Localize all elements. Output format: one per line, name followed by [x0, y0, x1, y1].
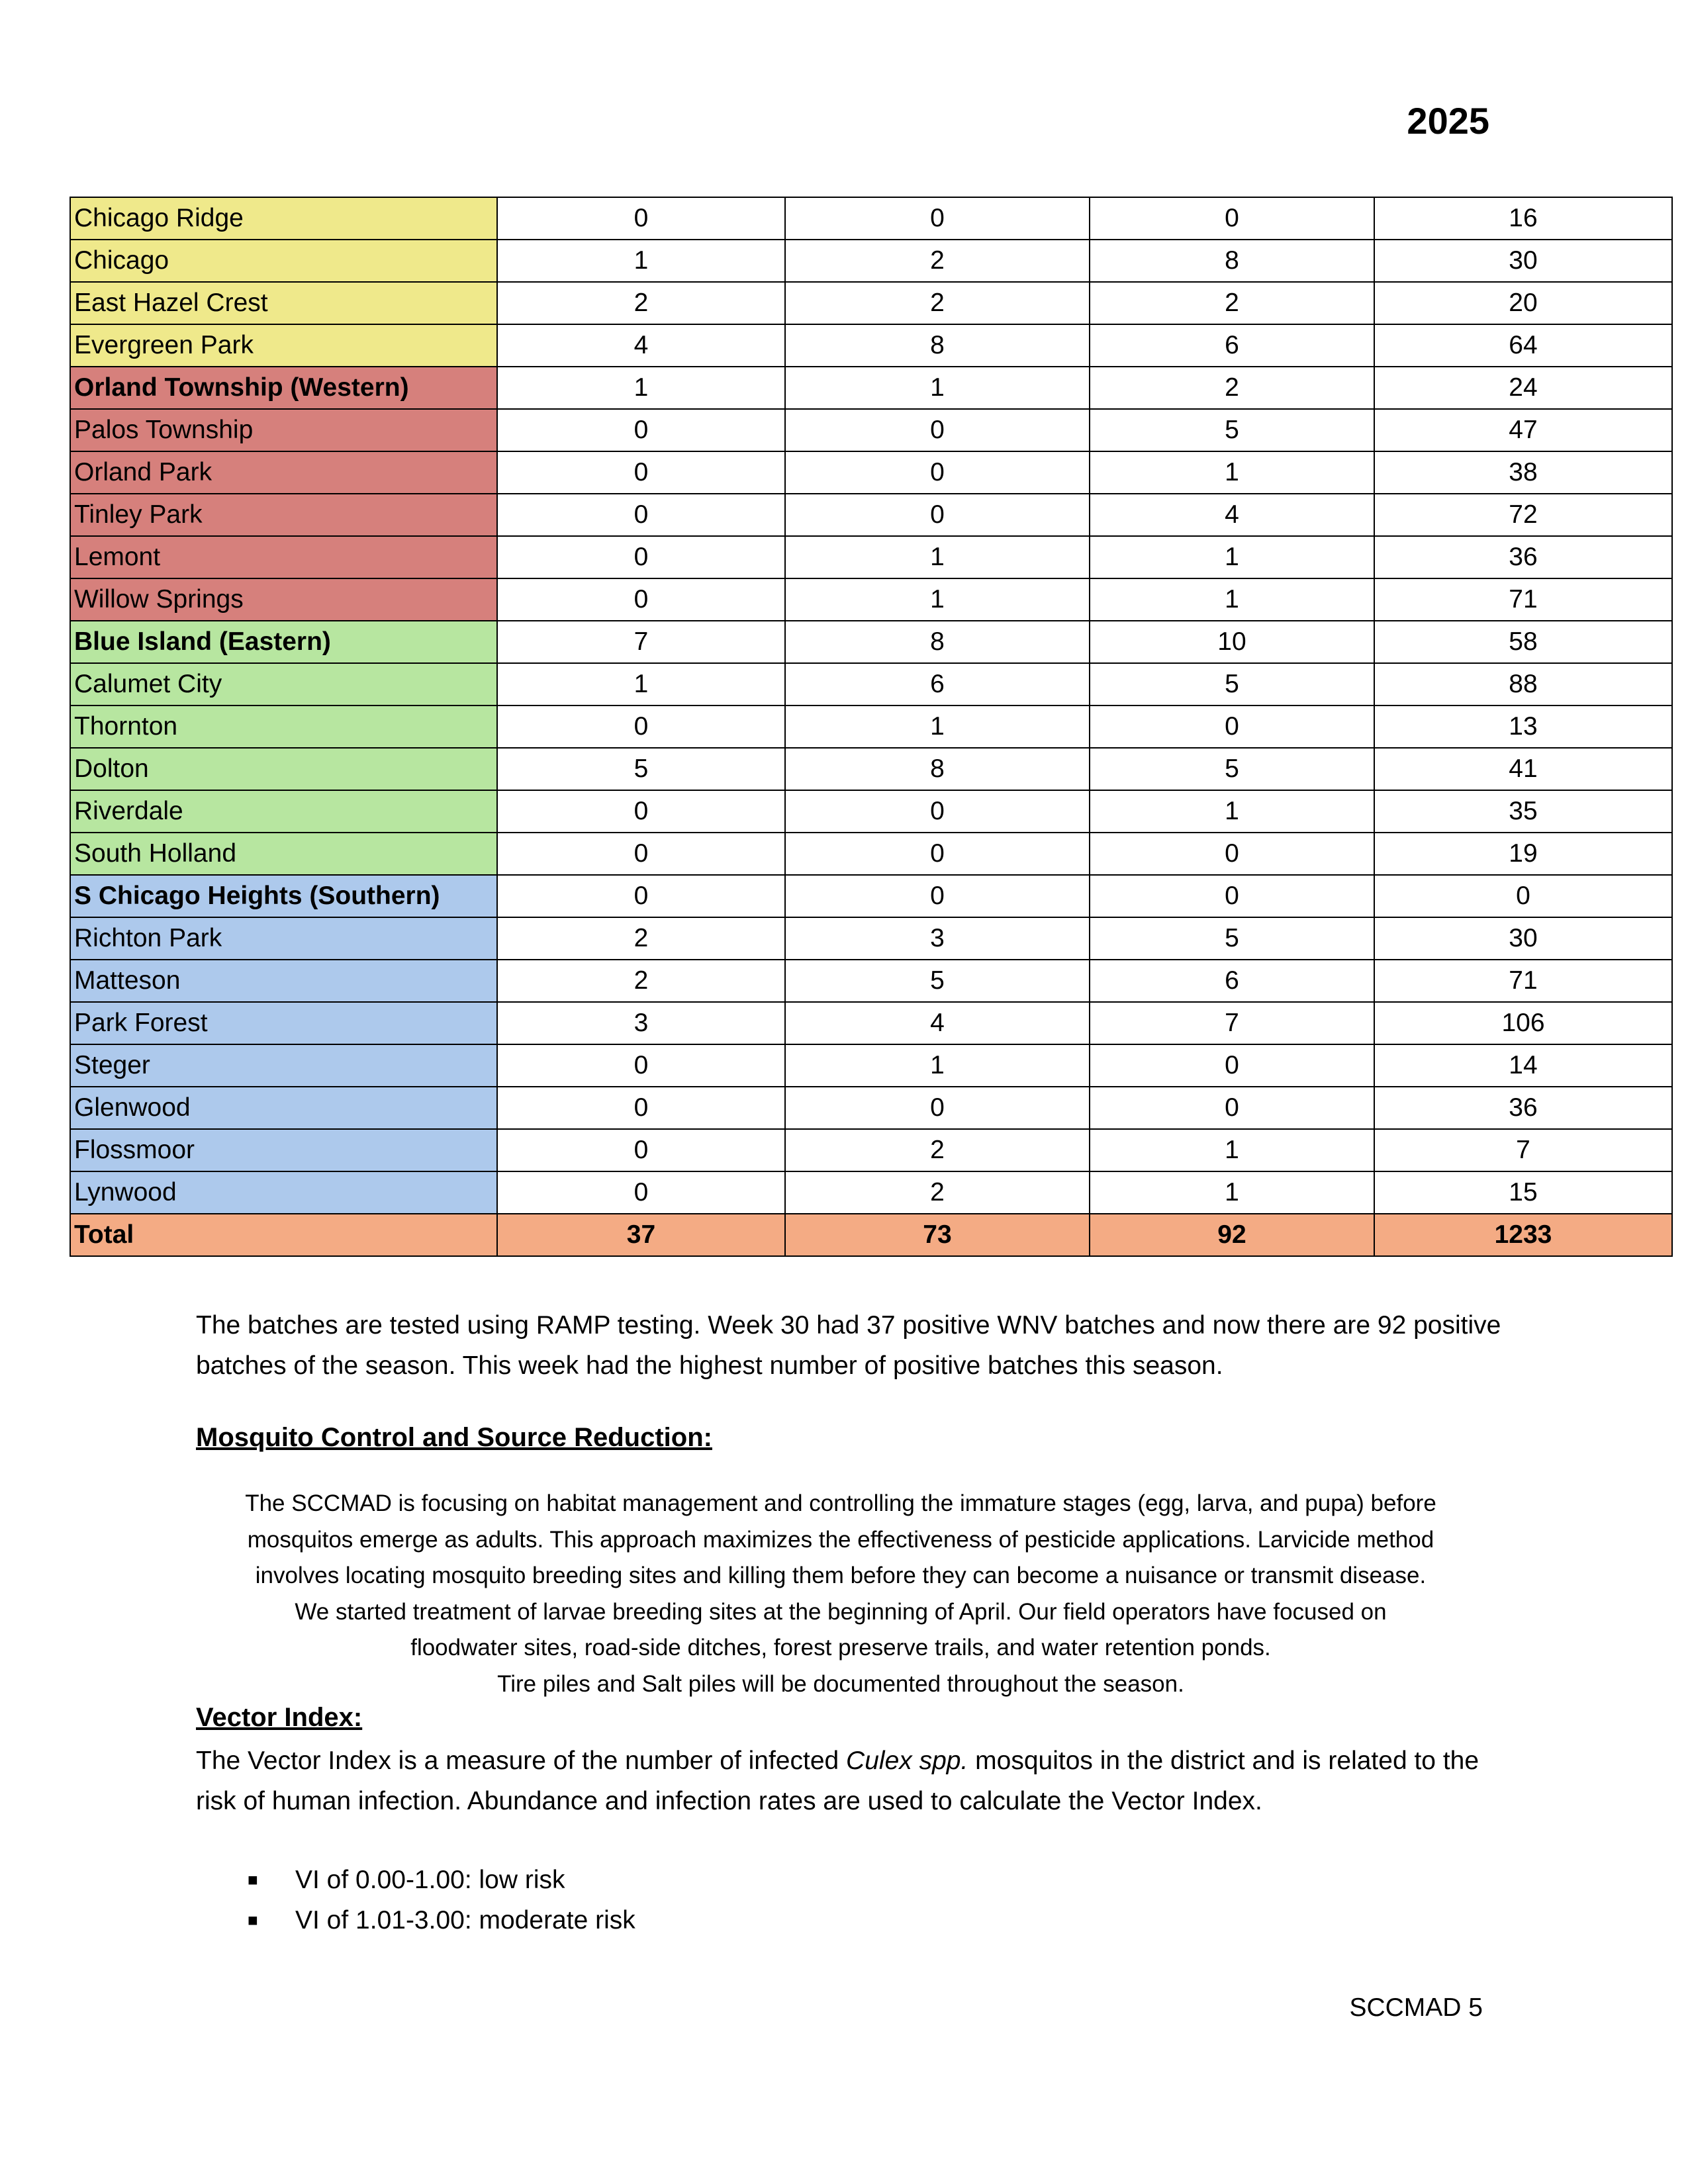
row-name-cell: Flossmoor — [70, 1129, 497, 1171]
value-cell: 0 — [497, 875, 785, 917]
table-row — [70, 578, 1672, 621]
row-name-cell: Tinley Park — [70, 494, 497, 536]
value-cell: 0 — [1090, 875, 1374, 917]
value-cell: 1 — [785, 367, 1090, 409]
value-cell: 7 — [497, 621, 785, 663]
value-cell: 0 — [785, 833, 1090, 875]
row-name-cell: Matteson — [70, 960, 497, 1002]
value-cell: 1 — [497, 663, 785, 705]
table-row — [70, 621, 1672, 663]
batches-paragraph: The batches are tested using RAMP testing. Week 30 had 37 positive WNV batches and now there are 92 positive batches of the season. This week had the highest number of positive batches this season. — [196, 1311, 1501, 1380]
row-name-cell: Calumet City — [70, 663, 497, 705]
value-cell: 6 — [785, 663, 1090, 705]
value-cell: 38 — [1374, 451, 1672, 494]
value-cell: 0 — [785, 494, 1090, 536]
value-cell: 0 — [497, 409, 785, 451]
total-row — [70, 1214, 1672, 1256]
value-cell: 58 — [1374, 621, 1672, 663]
value-cell: 71 — [1374, 960, 1672, 1002]
value-cell: 16 — [1374, 197, 1672, 240]
value-cell: 1 — [1090, 790, 1374, 833]
value-cell: 8 — [785, 748, 1090, 790]
value-cell: 0 — [1090, 1087, 1374, 1129]
table-row — [70, 1171, 1672, 1214]
value-cell: 35 — [1374, 790, 1672, 833]
value-cell: 0 — [497, 536, 785, 578]
value-cell: 3 — [785, 917, 1090, 960]
list-item-text: VI of 1.01-3.00: moderate risk — [295, 1906, 635, 1934]
row-name-cell: Thornton — [70, 705, 497, 748]
value-cell: 14 — [1374, 1044, 1672, 1087]
value-cell: 2 — [497, 282, 785, 324]
control-line: floodwater sites, road-side ditches, forest preserve trails, and water retention ponds. — [410, 1635, 1271, 1661]
value-cell: 20 — [1374, 282, 1672, 324]
value-cell: 5 — [497, 748, 785, 790]
value-cell: 41 — [1374, 748, 1672, 790]
value-cell: 3 — [497, 1002, 785, 1044]
value-cell: 0 — [785, 875, 1090, 917]
value-cell: 0 — [497, 451, 785, 494]
table-row — [70, 790, 1672, 833]
value-cell: 10 — [1090, 621, 1374, 663]
value-cell: 0 — [785, 790, 1090, 833]
value-cell: 5 — [1090, 748, 1374, 790]
row-name-cell: Chicago Ridge — [70, 197, 497, 240]
value-cell: 6 — [1090, 324, 1374, 367]
control-line: mosquitos emerge as adults. This approach maximizes the effectiveness of pesticide applications. Larvicide method — [247, 1526, 1434, 1553]
row-name-cell: Richton Park — [70, 917, 497, 960]
value-cell: 0 — [1374, 875, 1672, 917]
table-row — [70, 282, 1672, 324]
control-line: involves locating mosquito breeding sites and killing them before they can become a nuisance or transmit disease. — [255, 1563, 1427, 1588]
square-bullet-icon: ■ — [248, 1910, 258, 1930]
value-cell: 24 — [1374, 367, 1672, 409]
total-label-cell: Total — [70, 1214, 497, 1256]
value-cell: 0 — [497, 1044, 785, 1087]
report-year: 2025 — [1407, 100, 1489, 142]
row-name-cell: Lemont — [70, 536, 497, 578]
value-cell: 8 — [785, 324, 1090, 367]
list-item — [196, 1860, 635, 1900]
value-cell: 0 — [785, 451, 1090, 494]
value-cell: 0 — [497, 1087, 785, 1129]
table-row — [70, 367, 1672, 409]
vector-index-heading: Vector Index: — [196, 1703, 363, 1732]
vector-index-paragraph — [196, 1741, 1513, 1821]
value-cell: 8 — [1090, 240, 1374, 282]
value-cell: 30 — [1374, 240, 1672, 282]
table-row — [70, 409, 1672, 451]
value-cell: 2 — [785, 240, 1090, 282]
value-cell: 1 — [1090, 1129, 1374, 1171]
value-cell: 1 — [1090, 536, 1374, 578]
value-cell: 72 — [1374, 494, 1672, 536]
value-cell: 88 — [1374, 663, 1672, 705]
value-cell: 1 — [785, 536, 1090, 578]
value-cell: 71 — [1374, 578, 1672, 621]
value-cell: 5 — [1090, 409, 1374, 451]
value-cell: 2 — [785, 1129, 1090, 1171]
value-cell: 0 — [497, 1171, 785, 1214]
value-cell: 0 — [1090, 1044, 1374, 1087]
value-cell: 36 — [1374, 1087, 1672, 1129]
value-cell: 1 — [1090, 451, 1374, 494]
row-name-cell: Steger — [70, 1044, 497, 1087]
value-cell: 2 — [1090, 282, 1374, 324]
value-cell: 0 — [497, 705, 785, 748]
value-cell: 36 — [1374, 536, 1672, 578]
table-row — [70, 663, 1672, 705]
vector-text-after: mosquitos in the district and is related to the risk of human infection. Abundance and infection rates are used to calculate the Vector Index. — [196, 1747, 1479, 1815]
table-row — [70, 451, 1672, 494]
table-row — [70, 1044, 1672, 1087]
vector-text-italic: Culex spp. — [846, 1747, 968, 1775]
value-cell: 0 — [497, 1129, 785, 1171]
row-name-cell: East Hazel Crest — [70, 282, 497, 324]
total-value-cell: 73 — [785, 1214, 1090, 1256]
row-name-cell: Orland Park — [70, 451, 497, 494]
table-row — [70, 240, 1672, 282]
page-footer: SCCMAD 5 — [1349, 1993, 1483, 2022]
row-name-cell: Dolton — [70, 748, 497, 790]
table-row — [70, 833, 1672, 875]
vector-text-before: The Vector Index is a measure of the number of infected — [196, 1747, 847, 1775]
value-cell: 2 — [785, 1171, 1090, 1214]
value-cell: 0 — [1090, 705, 1374, 748]
value-cell: 0 — [497, 578, 785, 621]
table-row — [70, 1087, 1672, 1129]
value-cell: 4 — [497, 324, 785, 367]
value-cell: 5 — [1090, 663, 1374, 705]
value-cell: 0 — [785, 409, 1090, 451]
table-row — [70, 1002, 1672, 1044]
table-row — [70, 748, 1672, 790]
wnv-batches-table — [70, 197, 1673, 1257]
table-row — [70, 875, 1672, 917]
value-cell: 1 — [785, 705, 1090, 748]
control-line: We started treatment of larvae breeding sites at the beginning of April. Our field operators have focused on — [295, 1598, 1387, 1625]
value-cell: 0 — [497, 790, 785, 833]
value-cell: 1 — [497, 367, 785, 409]
value-cell: 5 — [785, 960, 1090, 1002]
row-name-cell: Willow Springs — [70, 578, 497, 621]
row-name-cell: Glenwood — [70, 1087, 497, 1129]
value-cell: 47 — [1374, 409, 1672, 451]
vector-index-list — [196, 1860, 635, 1940]
value-cell: 2 — [785, 282, 1090, 324]
table-row — [70, 1129, 1672, 1171]
mosquito-control-paragraph — [172, 1486, 1509, 1702]
value-cell: 1 — [785, 1044, 1090, 1087]
control-line: Tire piles and Salt piles will be documented throughout the season. — [497, 1670, 1184, 1697]
value-cell: 2 — [497, 960, 785, 1002]
value-cell: 2 — [1090, 367, 1374, 409]
list-item-text: VI of 0.00-1.00: low risk — [295, 1866, 565, 1894]
row-name-cell: South Holland — [70, 833, 497, 875]
value-cell: 8 — [785, 621, 1090, 663]
table-row — [70, 324, 1672, 367]
row-name-cell: Evergreen Park — [70, 324, 497, 367]
value-cell: 64 — [1374, 324, 1672, 367]
row-name-cell: Riverdale — [70, 790, 497, 833]
table-row — [70, 536, 1672, 578]
value-cell: 0 — [1090, 197, 1374, 240]
value-cell: 15 — [1374, 1171, 1672, 1214]
control-line: The SCCMAD is focusing on habitat management and controlling the immature stages (egg, larva, and pupa) before — [245, 1490, 1436, 1516]
value-cell: 0 — [497, 494, 785, 536]
value-cell: 30 — [1374, 917, 1672, 960]
value-cell: 4 — [1090, 494, 1374, 536]
value-cell: 0 — [785, 197, 1090, 240]
list-item — [196, 1900, 635, 1940]
table-row — [70, 960, 1672, 1002]
total-value-cell: 1233 — [1374, 1214, 1672, 1256]
row-name-cell: Blue Island (Eastern) — [70, 621, 497, 663]
value-cell: 1 — [497, 240, 785, 282]
row-name-cell: Palos Township — [70, 409, 497, 451]
value-cell: 19 — [1374, 833, 1672, 875]
value-cell: 0 — [497, 833, 785, 875]
value-cell: 106 — [1374, 1002, 1672, 1044]
value-cell: 1 — [1090, 1171, 1374, 1214]
table-row — [70, 705, 1672, 748]
row-name-cell: S Chicago Heights (Southern) — [70, 875, 497, 917]
total-value-cell: 37 — [497, 1214, 785, 1256]
value-cell: 7 — [1374, 1129, 1672, 1171]
row-name-cell: Park Forest — [70, 1002, 497, 1044]
total-value-cell: 92 — [1090, 1214, 1374, 1256]
table-row — [70, 197, 1672, 240]
row-name-cell: Lynwood — [70, 1171, 497, 1214]
table-row — [70, 494, 1672, 536]
row-name-cell: Orland Township (Western) — [70, 367, 497, 409]
value-cell: 6 — [1090, 960, 1374, 1002]
square-bullet-icon: ■ — [248, 1870, 258, 1889]
value-cell: 0 — [785, 1087, 1090, 1129]
value-cell: 0 — [1090, 833, 1374, 875]
value-cell: 1 — [785, 578, 1090, 621]
value-cell: 0 — [497, 197, 785, 240]
value-cell: 13 — [1374, 705, 1672, 748]
value-cell: 7 — [1090, 1002, 1374, 1044]
value-cell: 4 — [785, 1002, 1090, 1044]
value-cell: 2 — [497, 917, 785, 960]
value-cell: 1 — [1090, 578, 1374, 621]
value-cell: 5 — [1090, 917, 1374, 960]
table-row — [70, 917, 1672, 960]
mosquito-control-heading: Mosquito Control and Source Reduction: — [196, 1423, 712, 1452]
row-name-cell: Chicago — [70, 240, 497, 282]
